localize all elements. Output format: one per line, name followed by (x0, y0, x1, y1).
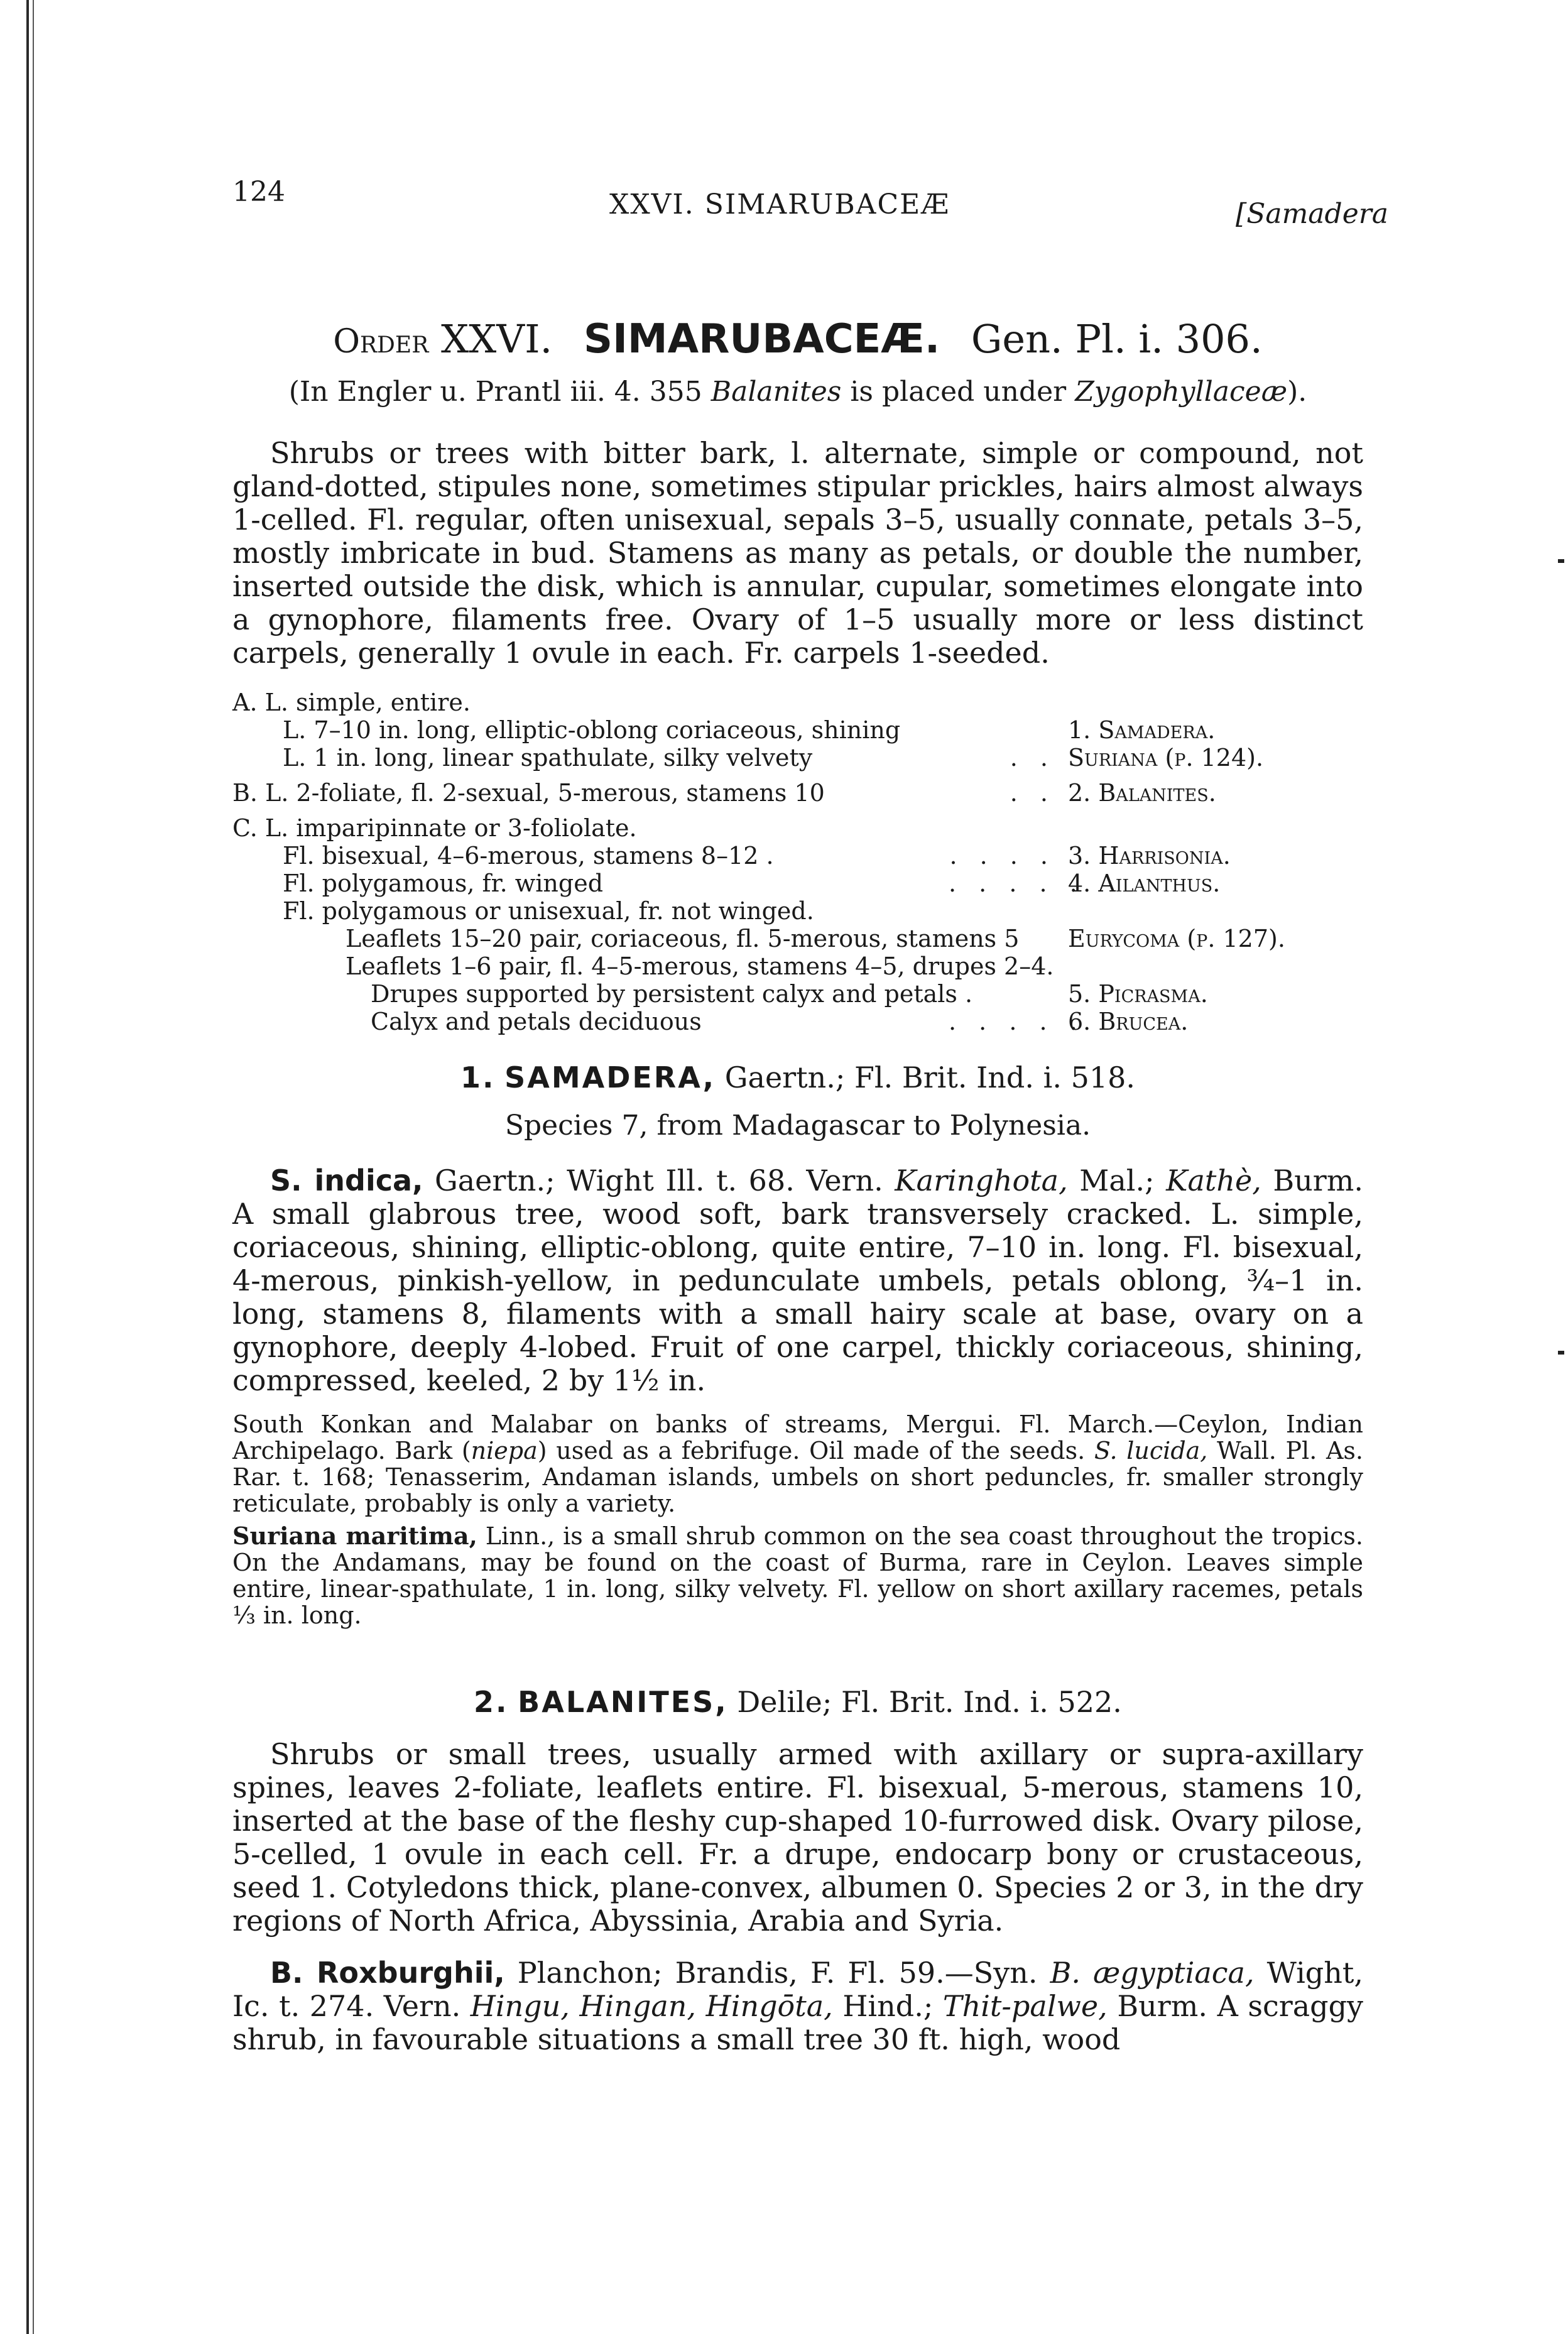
running-genus: [Samadera (1236, 198, 1388, 230)
page-left-border (26, 0, 29, 2334)
genus-heading-samadera: 1. SAMADERA, Gaertn.; Fl. Brit. Ind. i. 518. (460, 1061, 1135, 1094)
order-number: XXVI. (441, 316, 553, 362)
note-suriana-maritima: Suriana maritima, Linn., is a small shrub common on the sea coast throughout the tropics. On the Andamans, may be found on the coast of Burma, rare in Ceylon. Leaves simple entire, linear-spathulate, 1 in. long, silky velvety. Fl. yellow on short axillary racemes, petals ⅓ in. long. (232, 1522, 1363, 1629)
key-link-eurycoma: Eurycoma (p. 127). (1068, 925, 1285, 952)
family-description: Shrubs or trees with bitter bark, l. alternate, simple or compound, not gland-dotted, stipules none, sometimes stipular prickles, hairs almost always 1-celled. Fl. regular, often unisexual, sepals 3–5, usually connate, petals 3–5, mostly imbricate in bud. Stamens as many as petals, or double the number, inserted outside the disk, which is annular, cupular, sometimes elongate into a gynophore, filaments free. Ovary of 1–5 usually more or less distinct carpels, generally 1 ovule in each. Fr. carpels 1-seeded. (232, 436, 1363, 670)
species-balanites-roxburghii: B. Roxburghii, Planchon; Brandis, F. Fl. 59.—Syn. B. ægyptiaca, Wight, Ic. t. 274. Vern. Hingu, Hingan, Hingōta, Hind.; Thit-palwe, Burm. A scraggy shrub, in favourable situations a small tree 30 ft. high, wood (232, 1956, 1364, 2056)
key-link-picrasma: 5. Picrasma. (1068, 980, 1208, 1008)
edge-mark (1558, 559, 1564, 563)
order-label: Order (333, 323, 429, 361)
key-link-balanites: 2. Balanites. (1068, 779, 1216, 807)
species-samadera-indica: S. indica, Gaertn.; Wight Ill. t. 68. Vern. Karinghota, Mal.; Kathè, Burm. A small glabrous tree, wood soft, bark transversely cracked. L. simple, coriaceous, shining, elliptic-oblong, quite entire, 7–10 in. long. Fl. bisexual, 4-merous, pinkish-yellow, in pedunculate umbels, petals oblong, ¾–1 in. long, stamens 8, filaments with a small hairy scale at base, ovary on a gynophore, deeply 4-lobed. Fruit of one carpel, thickly coriaceous, shining, compressed, keeled, 2 by 1½ in. (232, 1164, 1363, 1397)
family-name: SIMARUBACEÆ. (584, 316, 940, 363)
distribution-samadera: South Konkan and Malabar on banks of streams, Mergui. Fl. March.—Ceylon, Indian Archipelago. Bark (niepa) used as a febrifuge. Oil made of the seeds. S. lucida, Wall. Pl. As. Rar. t. 168; Tenasserim, Andaman islands, umbels on short peduncles, fr. smaller strongly reticulate, probably is only a variety. (232, 1410, 1363, 1517)
genus-heading-balanites: 2. BALANITES, Delile; Fl. Brit. Ind. i. 522. (474, 1685, 1122, 1719)
key-link-ailanthus: 4. Ailanthus. (1068, 870, 1221, 897)
key-c: C. L. imparipinnate or 3-foliolate. (232, 814, 637, 842)
family-reference: Gen. Pl. i. 306. (971, 316, 1263, 362)
genus-description-balanites: Shrubs or small trees, usually armed with axillary or supra-axillary spines, leaves 2-foliate, leaflets entire. Fl. bisexual, 5-merous, stamens 10, inserted at the base of the fleshy cup-shaped 10-furrowed disk. Ovary pilose, 5-celled, 1 ovule in each cell. Fr. a drupe, endocarp bony or crustaceous, seed 1. Cotyledons thick, plane-convex, albumen 0. Species 2 or 3, in the dry regions of North Africa, Abyssinia, Arabia and Syria. (232, 1737, 1363, 1938)
key-link-brucea: 6. Brucea. (1068, 1008, 1189, 1035)
key-link-samadera: 1. Samadera. (1068, 716, 1216, 744)
genus-key: A. L. simple, entire. L. 7–10 in. long, elliptic-oblong coriaceous, shining 1. Samadera. L. 1 in. long, linear spathulate, silky velvety . . Suriana (p. 124). B. L. 2-foliate, fl. 2-sexual, 5-merous, stamens 10 . . 2. Balanites. C. L. imparipinnate or 3-foliolate. Fl. bisexual, 4–6-merous, stamens 8–12 . . . . . 3. Harrisonia. Fl. polygamous, fr. winged . . . . . 4. Ailanthus. Fl. polygamous or unisexual, fr. not winged. Leaflets 15–20 pair, coriaceous, fl. 5-merous, stamens 5 Eurycoma (p. 127). Leaflets 1–6 pair, fl. 4–5-merous, stamens 4–5, drupes 2–4. Drupes supported by persistent calyx and petals . 5. Picrasma. Calyx and petals deciduous . . . . . 6. Brucea. (232, 689, 1363, 1035)
page-content (232, 170, 1388, 2056)
edge-mark (1558, 1351, 1564, 1355)
key-link-harrisonia: 3. Harrisonia. (1068, 842, 1231, 870)
key-link-suriana: Suriana (p. 124). (1068, 744, 1264, 772)
running-title: XXVI. SIMARUBACEÆ (609, 188, 950, 221)
order-heading (232, 314, 1363, 367)
key-b: B. L. 2-foliate, fl. 2-sexual, 5-merous, stamens 10 (232, 779, 825, 807)
key-a: A. L. simple, entire. (232, 689, 471, 716)
page-left-border-inner (33, 0, 34, 2334)
order-note: (In Engler u. Prantl iii. 4. 355 Balanites is placed under Zygophyllaceæ). (288, 376, 1307, 408)
genus-species-count: Species 7, from Madagascar to Polynesia. (504, 1110, 1091, 1142)
running-head (232, 170, 1388, 230)
page-number: 124 (232, 176, 285, 208)
